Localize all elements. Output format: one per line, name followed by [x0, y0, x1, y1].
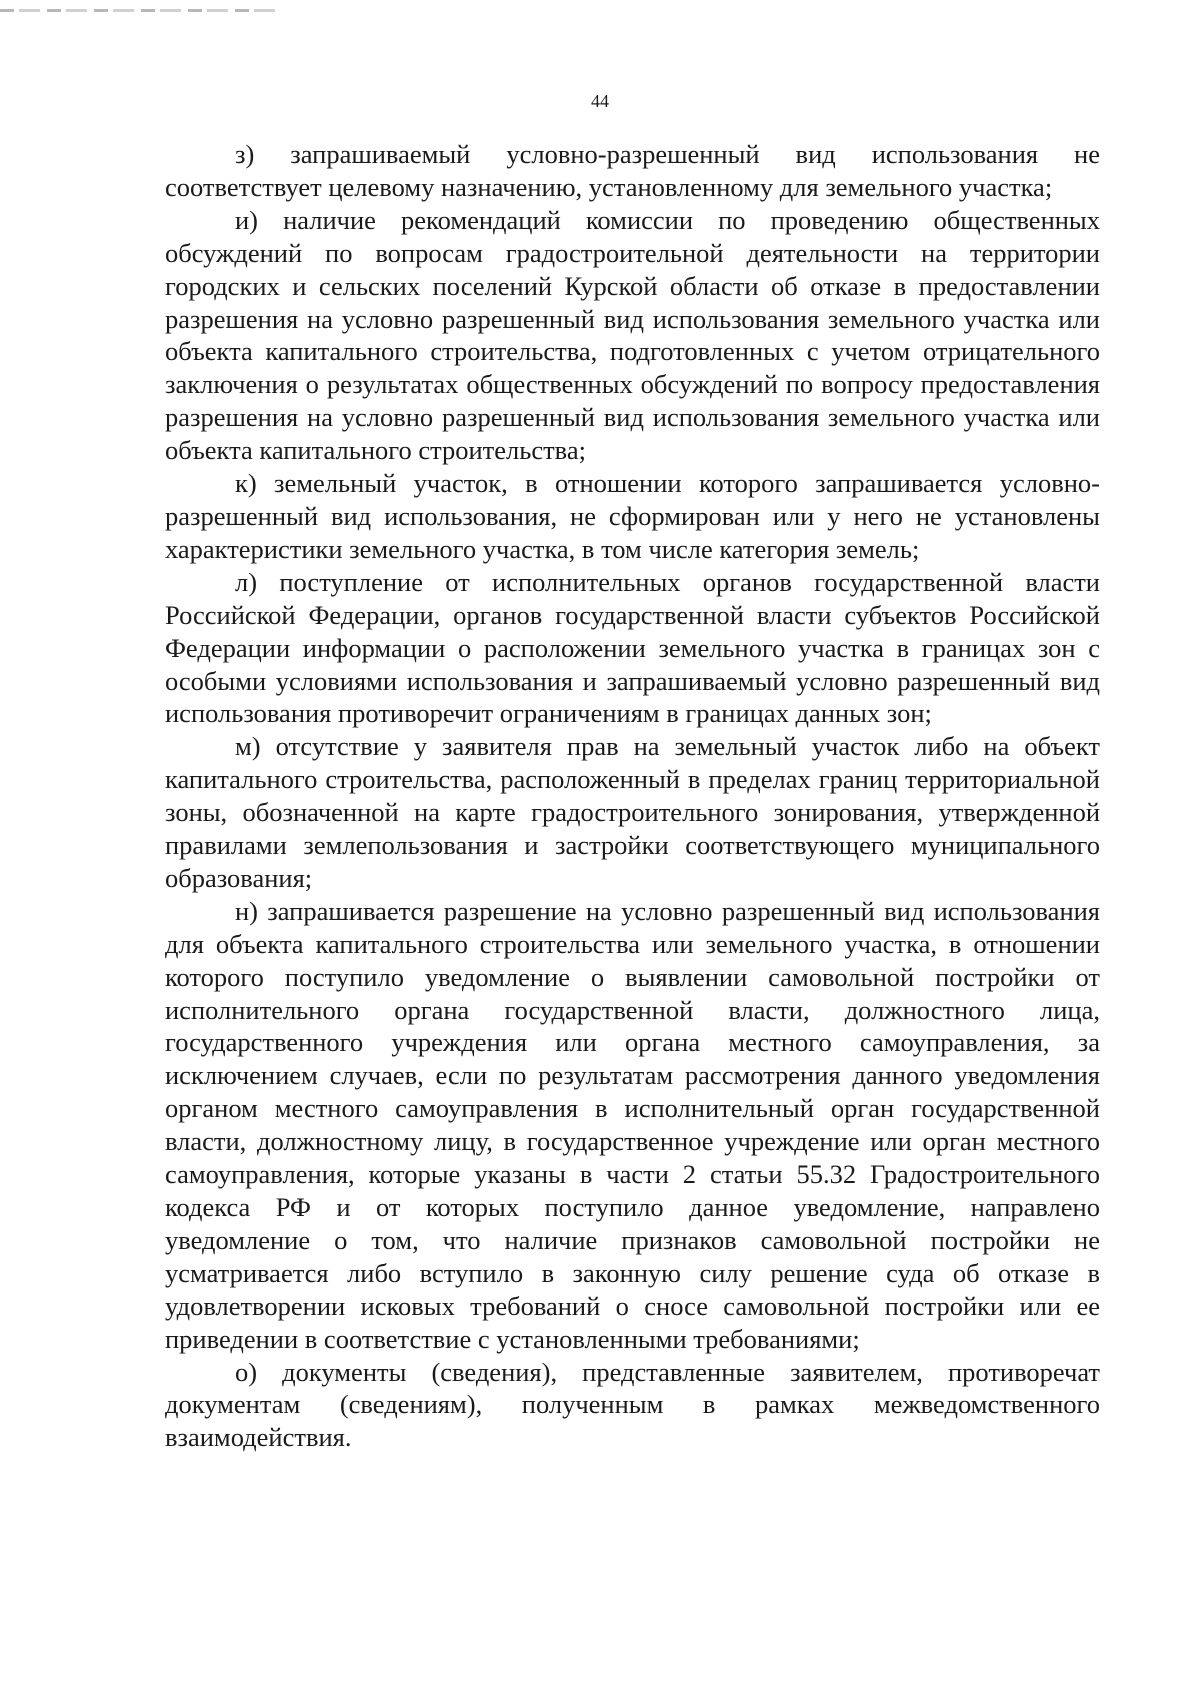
paragraph-o: о) документы (сведения), представленные заявителем, противоречат документам (сведениям), полученным в рамках межведомственного взаимодействия.	[165, 1356, 1100, 1453]
paragraph-l: л) поступление от исполнительных органов государственной власти Российской Федерации, органов государственной власти субъектов Российской Федерации информации о расположении земельного участка в границах зон с особыми условиями использования и запрашиваемый условно разрешенный вид использования противоречит ограничениям в границах данных зон;	[165, 566, 1100, 729]
document-body	[165, 138, 1100, 1454]
paragraph-i: и) наличие рекомендаций комиссии по проведению общественных обсуждений по вопросам градостроительной деятельности на территории городских и сельских поселений Курской области об отказе в предоставлении разрешения на условно разрешенный вид использования земельного участка или объекта капитального строительства, подготовленных с учетом отрицательного заключения о результатах общественных обсуждений по вопросу предоставления разрешения на условно разрешенный вид использования земельного участка или объекта капитального строительства;	[165, 204, 1100, 466]
paragraph-m: м) отсутствие у заявителя прав на земельный участок либо на объект капитального строительства, расположенный в пределах границ территориальной зоны, обозначенной на карте градостроительного зонирования, утвержденной правилами землепользования и застройки соответствующего муниципального образования;	[165, 731, 1100, 893]
page-number: 44	[591, 91, 609, 111]
paragraph-z: з) запрашиваемый условно-разрешенный вид использования не соответствует целевому назначению, установленному для земельного участка;	[165, 139, 1100, 202]
paragraph-n: н) запрашивается разрешение на условно разрешенный вид использования для объекта капитального строительства или земельного участка, в отношении которого поступило уведомление о выявлении самовольной постройки от исполнительного органа государственной власти, должностного лица, государственного учреждения или органа местного самоуправления, за исключением случаев, если по результатам рассмотрения данного уведомления органом местного самоуправления в исполнительный орган государственной власти, должностному лицу, в государственное учреждение или орган местного самоуправления, которые указаны в части 2 статьи 55.32 Градостроительного кодекса РФ и от которых поступило данное уведомление, направлено уведомление о том, что наличие признаков самовольной постройки не усматривается либо вступило в законную силу решение суда об отказе в удовлетворении исковых требований о сносе самовольной постройки или ее приведении в соответствие с установленными требованиями;	[165, 895, 1100, 1354]
paragraph-k: к) земельный участок, в отношении которого запрашивается условно-разрешенный вид использования, не сформирован или у него не установлены характеристики земельного участка, в том числе категория земель;	[165, 468, 1100, 564]
scan-artifact	[0, 9, 275, 12]
